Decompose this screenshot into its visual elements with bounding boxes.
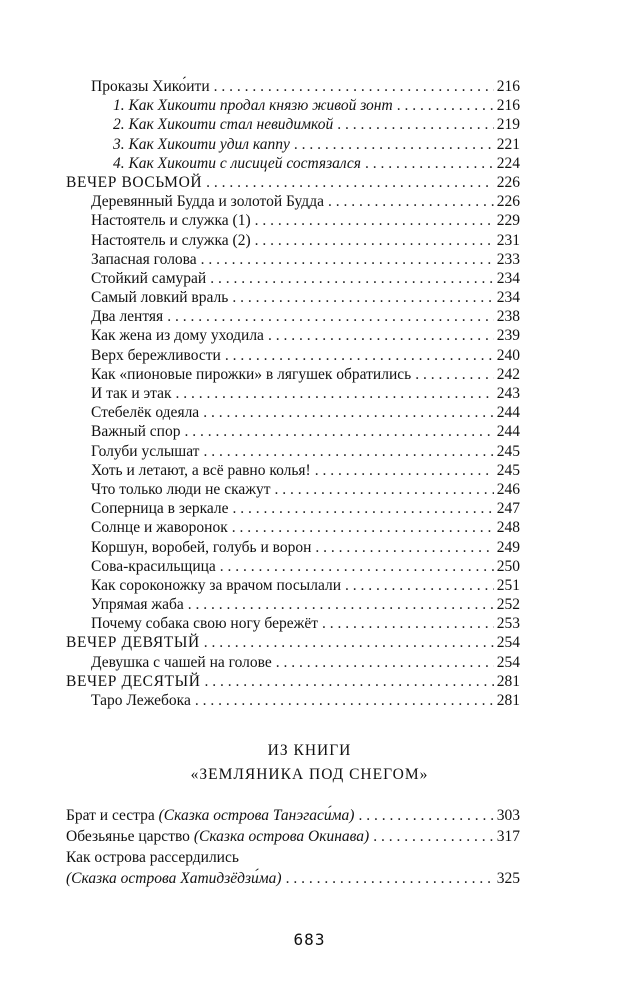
page-number: 683 bbox=[293, 930, 326, 949]
dot-leader bbox=[294, 135, 494, 154]
toc-entry-page: 245 bbox=[496, 461, 520, 479]
toc-entry-page: 234 bbox=[496, 269, 520, 287]
book-entry-note: (Сказка острова Хатидзёдзи́ма) bbox=[66, 870, 282, 887]
toc-entry bbox=[66, 518, 520, 537]
toc-entry bbox=[66, 231, 520, 250]
toc-entry-page: 226 bbox=[496, 193, 520, 211]
dot-leader bbox=[358, 805, 493, 826]
toc-entry bbox=[66, 403, 520, 422]
toc-entry-title: Девушка с чашей на голове bbox=[91, 653, 272, 671]
toc-entry bbox=[66, 154, 520, 173]
toc-entry-page: 234 bbox=[496, 289, 520, 307]
toc-entry bbox=[66, 192, 520, 211]
toc-entry-page: 281 bbox=[496, 672, 520, 690]
toc-entry-title: ВЕЧЕР ДЕВЯТЫЙ bbox=[66, 634, 200, 652]
book-entry-title bbox=[66, 847, 239, 868]
toc-entry-title: Стойкий самурай bbox=[91, 269, 207, 287]
toc-entry bbox=[66, 691, 520, 710]
toc-entry-page: 239 bbox=[496, 327, 520, 345]
toc-entry-page: 247 bbox=[496, 500, 520, 518]
toc-entry-page: 233 bbox=[496, 250, 520, 268]
toc-entry-title: Проказы Хико́ити bbox=[91, 78, 210, 95]
dot-leader bbox=[201, 250, 494, 269]
dot-leader bbox=[337, 115, 494, 134]
toc-entry bbox=[66, 135, 520, 154]
dot-leader bbox=[214, 77, 494, 96]
toc-entry-title: Самый ловкий враль bbox=[91, 289, 229, 307]
toc-entry-title: Почему собака свою ногу бережёт bbox=[91, 615, 318, 633]
book-entry-page: 325 bbox=[496, 870, 520, 887]
toc-entry-page: 253 bbox=[496, 615, 520, 633]
toc-entry bbox=[66, 384, 520, 403]
toc-entry-page: 240 bbox=[496, 346, 520, 364]
toc-entry-page: 281 bbox=[496, 692, 520, 709]
dot-leader bbox=[255, 211, 494, 230]
dot-leader bbox=[315, 461, 494, 480]
toc-entry-title: Сова-красильщица bbox=[91, 557, 216, 575]
dot-leader bbox=[225, 346, 494, 365]
dot-leader bbox=[322, 614, 494, 633]
toc-entry-title: Упрямая жаба bbox=[91, 596, 184, 614]
toc-entry bbox=[66, 538, 520, 557]
book-entry-name: Брат и сестра bbox=[66, 807, 159, 824]
dot-leader bbox=[233, 499, 494, 518]
toc-entry bbox=[66, 576, 520, 595]
toc-entry-title: Голуби услышат bbox=[91, 442, 200, 460]
toc-entry bbox=[66, 211, 520, 230]
toc-entry bbox=[66, 422, 520, 441]
dot-leader bbox=[345, 576, 494, 595]
toc-entry-page: 252 bbox=[496, 596, 520, 614]
toc-entry-page: 254 bbox=[496, 653, 520, 671]
toc-entry-page: 242 bbox=[496, 365, 520, 383]
toc-entry-page: 226 bbox=[496, 173, 520, 191]
dot-leader bbox=[373, 826, 494, 847]
toc-entry bbox=[66, 461, 520, 480]
book-entry-page: 317 bbox=[496, 828, 520, 845]
dot-leader bbox=[195, 691, 494, 710]
toc-section bbox=[66, 633, 520, 652]
book-entry-name: Обезьянье царство bbox=[66, 828, 194, 845]
toc-entry-title: ВЕЧЕР ДЕСЯТЫЙ bbox=[66, 672, 201, 690]
dot-leader bbox=[232, 518, 494, 537]
toc-entry-title: И так и этак bbox=[91, 385, 172, 402]
book-entry bbox=[66, 805, 520, 826]
book-entry bbox=[66, 826, 520, 847]
toc-entry-title: 2. Как Хикоити стал невидимкой bbox=[113, 116, 334, 134]
toc-entry-title: Хоть и летают, а всё равно колья! bbox=[91, 461, 311, 479]
toc-entry-page: 224 bbox=[496, 154, 520, 172]
toc-entry bbox=[66, 653, 520, 672]
toc-entry-title: Два лентяя bbox=[91, 308, 164, 326]
dot-leader bbox=[203, 403, 494, 422]
dot-leader bbox=[255, 231, 494, 250]
toc-entry-page: 250 bbox=[496, 557, 520, 575]
toc-entry-title: Настоятель и служка (1) bbox=[91, 212, 251, 230]
toc-entry bbox=[66, 499, 520, 518]
toc-entry-title: Стебелёк одеяла bbox=[91, 404, 200, 422]
book-entry bbox=[66, 868, 520, 889]
dot-leader bbox=[203, 442, 493, 461]
book-entry-note: (Сказка острова Танэгаси́ма) bbox=[158, 807, 355, 824]
toc-entry-title: Настоятель и служка (2) bbox=[91, 231, 251, 249]
toc-entry-title: 1. Как Хикоити продал князю живой зонт bbox=[113, 97, 393, 115]
toc-entry-page: 221 bbox=[496, 135, 520, 153]
toc-entry bbox=[66, 595, 520, 614]
toc-entry-page: 254 bbox=[496, 634, 520, 652]
dot-leader bbox=[415, 365, 494, 384]
dot-leader bbox=[397, 96, 494, 115]
toc-entry bbox=[66, 77, 520, 96]
dot-leader bbox=[188, 595, 494, 614]
dot-leader bbox=[286, 868, 494, 889]
table-of-contents bbox=[66, 77, 520, 710]
toc-entry-title: Как сороконожку за врачом посылали bbox=[91, 576, 341, 594]
toc-entry-page: 246 bbox=[496, 480, 520, 498]
dot-leader bbox=[210, 269, 494, 288]
toc-entry-page: 216 bbox=[496, 97, 520, 115]
toc-entry-page: 238 bbox=[496, 308, 520, 326]
toc-entry-title: 3. Как Хикоити удил каппу bbox=[113, 135, 290, 153]
toc-entry bbox=[66, 115, 520, 134]
toc-entry-page: 244 bbox=[496, 423, 520, 441]
toc-entry-title: Таро Лежебока bbox=[91, 692, 191, 709]
toc-section bbox=[66, 173, 520, 192]
dot-leader bbox=[184, 422, 493, 441]
toc-entry-title: Деревянный Будда и золотой Будда bbox=[91, 193, 324, 211]
toc-entry bbox=[66, 480, 520, 499]
book-heading-line1: ИЗ КНИГИ bbox=[267, 742, 352, 759]
toc-entry-page: 245 bbox=[496, 442, 520, 460]
toc-entry-title: Что только люди не скажут bbox=[91, 480, 271, 498]
toc-entry-title: 4. Как Хикоити с лисицей состязался bbox=[113, 154, 361, 172]
toc-entry-page: 216 bbox=[496, 78, 520, 95]
dot-leader bbox=[220, 557, 494, 576]
toc-entry bbox=[66, 442, 520, 461]
toc-entry-page: 251 bbox=[496, 576, 520, 594]
book-entry-title bbox=[66, 826, 369, 847]
dot-leader bbox=[276, 653, 494, 672]
book-entry bbox=[66, 847, 520, 868]
toc-entry-page: 248 bbox=[496, 519, 520, 537]
toc-entry bbox=[66, 346, 520, 365]
dot-leader bbox=[167, 307, 494, 326]
toc-entry bbox=[66, 614, 520, 633]
dot-leader bbox=[328, 192, 494, 211]
book-entry-page: 303 bbox=[496, 807, 520, 824]
book-entry-title bbox=[66, 805, 354, 826]
toc-entry bbox=[66, 365, 520, 384]
dot-leader bbox=[274, 480, 493, 499]
toc-entry bbox=[66, 96, 520, 115]
book-heading-line2: «ЗЕМЛЯНИКА ПОД СНЕГОМ» bbox=[190, 766, 429, 783]
toc-section bbox=[66, 672, 520, 691]
toc-entry bbox=[66, 307, 520, 326]
dot-leader bbox=[176, 384, 494, 403]
book-entry-note: (Сказка острова Окинава) bbox=[193, 828, 370, 845]
toc-entry bbox=[66, 557, 520, 576]
toc-entry-page: 229 bbox=[496, 212, 520, 230]
toc-entry-page: 231 bbox=[496, 231, 520, 249]
toc-entry-title: ВЕЧЕР ВОСЬМОЙ bbox=[66, 173, 203, 191]
toc-entry bbox=[66, 326, 520, 345]
toc-entry-title: Как «пионовые пирожки» в лягушек обратились bbox=[91, 365, 412, 383]
dot-leader bbox=[204, 633, 494, 652]
dot-leader bbox=[268, 326, 494, 345]
toc-entry bbox=[66, 250, 520, 269]
toc-entry-title: Запасная голова bbox=[91, 250, 197, 268]
dot-leader bbox=[205, 672, 494, 691]
toc-entry-title: Коршун, воробей, голубь и ворон bbox=[91, 538, 312, 556]
dot-leader bbox=[232, 288, 493, 307]
toc-entry-title: Как жена из дому уходила bbox=[91, 327, 264, 345]
toc-entry-page: 243 bbox=[496, 385, 520, 402]
toc-entry bbox=[66, 269, 520, 288]
toc-entry bbox=[66, 288, 520, 307]
dot-leader bbox=[206, 173, 494, 192]
toc-entry-title: Важный спор bbox=[91, 423, 181, 441]
dot-leader bbox=[315, 538, 493, 557]
toc-entry-title: Соперница в зеркале bbox=[91, 500, 229, 518]
dot-leader bbox=[365, 154, 494, 173]
toc-entry-title: Верх бережливости bbox=[91, 346, 221, 364]
toc-entry-page: 249 bbox=[496, 538, 520, 556]
toc-entry-title: Солнце и жаворонок bbox=[91, 519, 228, 537]
toc-entry-page: 219 bbox=[496, 116, 520, 134]
book-contents bbox=[66, 805, 520, 889]
book-entry-title bbox=[66, 868, 282, 889]
toc-entry-page: 244 bbox=[496, 404, 520, 422]
book-entry-name: Как острова рассердились bbox=[66, 849, 239, 866]
